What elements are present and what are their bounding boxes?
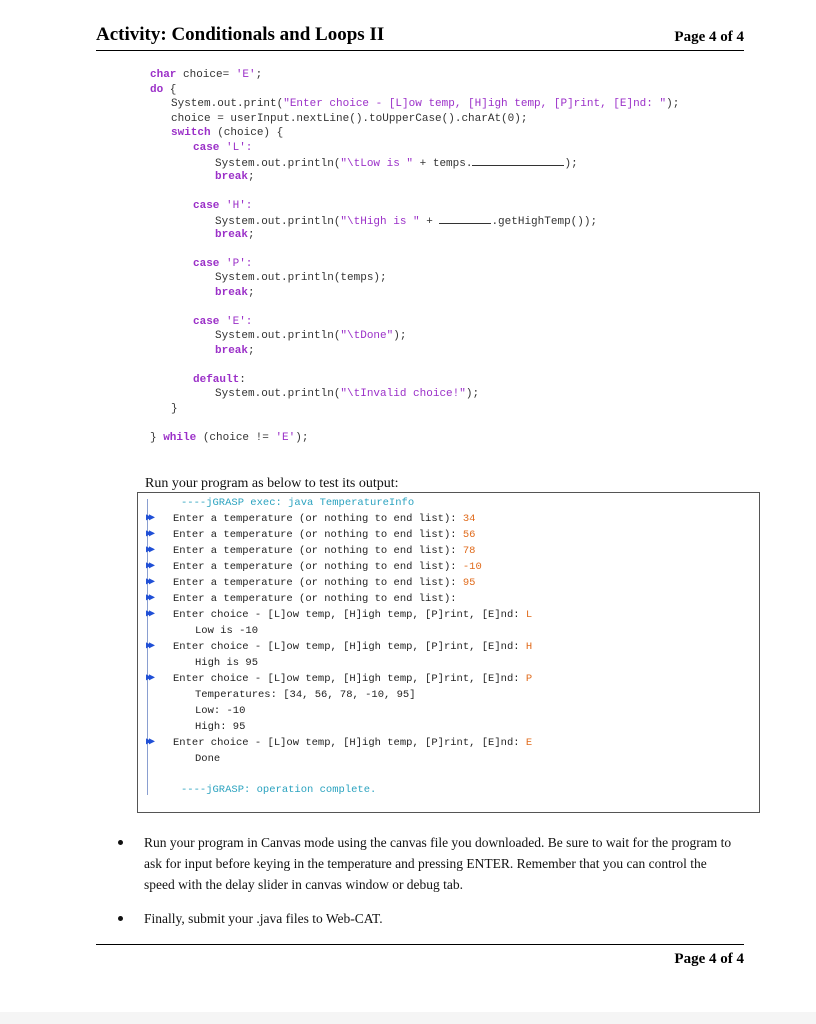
page-header	[96, 22, 744, 51]
double-triangle-right-icon: ▶▶	[146, 513, 153, 524]
code-line: break;	[215, 228, 255, 241]
bullet-dot-icon	[118, 840, 123, 845]
code-line: case 'H':	[193, 199, 253, 212]
code-listing	[150, 68, 679, 445]
code-line: System.out.println(temps);	[215, 272, 387, 284]
double-triangle-right-icon: ▶▶	[146, 737, 153, 748]
code-line: } while (choice != 'E');	[150, 431, 309, 444]
bullet-dot-icon	[118, 916, 123, 921]
code-line: System.out.print("Enter choice - [L]ow temp, [H]igh temp, [P]rint, [E]nd: ");	[171, 98, 680, 110]
instruction-bullets	[118, 832, 738, 942]
double-triangle-right-icon: ▶▶	[146, 529, 153, 540]
code-line: char choice= 'E';	[150, 69, 263, 81]
double-triangle-right-icon: ▶▶	[146, 577, 153, 588]
fill-in-blank	[472, 155, 564, 166]
console-output-box: ----jGRASP exec: java TemperatureInfo ▶▶ Enter a temperature (or nothing to end list): 34 ▶▶ Enter a temperature (or nothing to end list): 56 ▶▶ Enter a temperature (or nothing to end list): 78 ▶▶ Enter a temperature (or nothing to end list): -10 ▶▶ Enter a temperature (or nothing to end list): 95 ▶▶ Enter a temperature (or nothing to end list): ▶▶ Enter choice - [L]ow temp, [H]igh temp, [P]rint, [E]nd: L Low is -10 ▶▶ Enter choice - [L]ow temp, [H]igh temp, [P]rint, [E]nd: H High is 95 ▶▶ Enter choice - [L]ow temp, [H]igh temp, [P]rint, [E]nd: P Temperatures: [34, 56, 78, -10, 95] Low: -10 High: 95 ▶▶ Enter choice - [L]ow temp, [H]igh temp, [P]rint, [E]nd: E Done ----jGRASP: operation complete.	[137, 492, 760, 813]
page-number: Page 4 of 4	[674, 29, 744, 45]
double-triangle-right-icon: ▶▶	[146, 609, 153, 620]
code-line: System.out.println("\tDone");	[215, 330, 407, 342]
page-title: Activity: Conditionals and Loops II	[96, 24, 385, 45]
code-line: System.out.println("\tInvalid choice!");	[215, 388, 480, 400]
code-line: break;	[215, 344, 255, 357]
code-line: }	[171, 402, 178, 415]
code-line: do {	[150, 83, 177, 96]
code-blank-line	[150, 184, 679, 199]
code-blank-line	[150, 242, 679, 257]
list-item: Finally, submit your .java files to Web-CAT.	[118, 908, 738, 929]
code-line: System.out.println("\tLow is " + temps. );	[150, 155, 679, 170]
code-line: switch (choice) {	[171, 127, 284, 139]
code-line: choice = userInput.nextLine().toUpperCase().charAt(0);	[171, 112, 528, 125]
double-triangle-right-icon: ▶▶	[146, 641, 153, 652]
double-triangle-right-icon: ▶▶	[146, 673, 153, 684]
code-line: case 'L':	[193, 141, 253, 154]
code-line: case 'P':	[193, 257, 253, 270]
code-line: break;	[215, 170, 255, 183]
code-blank-line	[150, 416, 679, 431]
double-triangle-right-icon: ▶▶	[146, 561, 153, 572]
double-triangle-right-icon: ▶▶	[146, 545, 153, 556]
footer-page-number: Page 4 of 4	[674, 951, 744, 967]
code-line: break;	[215, 286, 255, 299]
fill-in-blank	[439, 213, 491, 224]
code-blank-line	[150, 300, 679, 315]
code-line: case 'E':	[193, 315, 253, 328]
code-line: System.out.println("\tHigh is " + .getHighTemp());	[150, 213, 679, 228]
page-footer	[96, 944, 744, 968]
run-instructions-label: Run your program as below to test its output:	[145, 476, 399, 491]
list-item: Run your program in Canvas mode using the canvas file you downloaded. Be sure to wait for the program to ask for input before keying in the temperature and pressing ENTER. Remember that you can control the speed with the delay slider in canvas window or debug tab.	[118, 832, 738, 895]
double-triangle-right-icon: ▶▶	[146, 593, 153, 604]
code-line: default:	[193, 373, 246, 386]
code-blank-line	[150, 358, 679, 373]
